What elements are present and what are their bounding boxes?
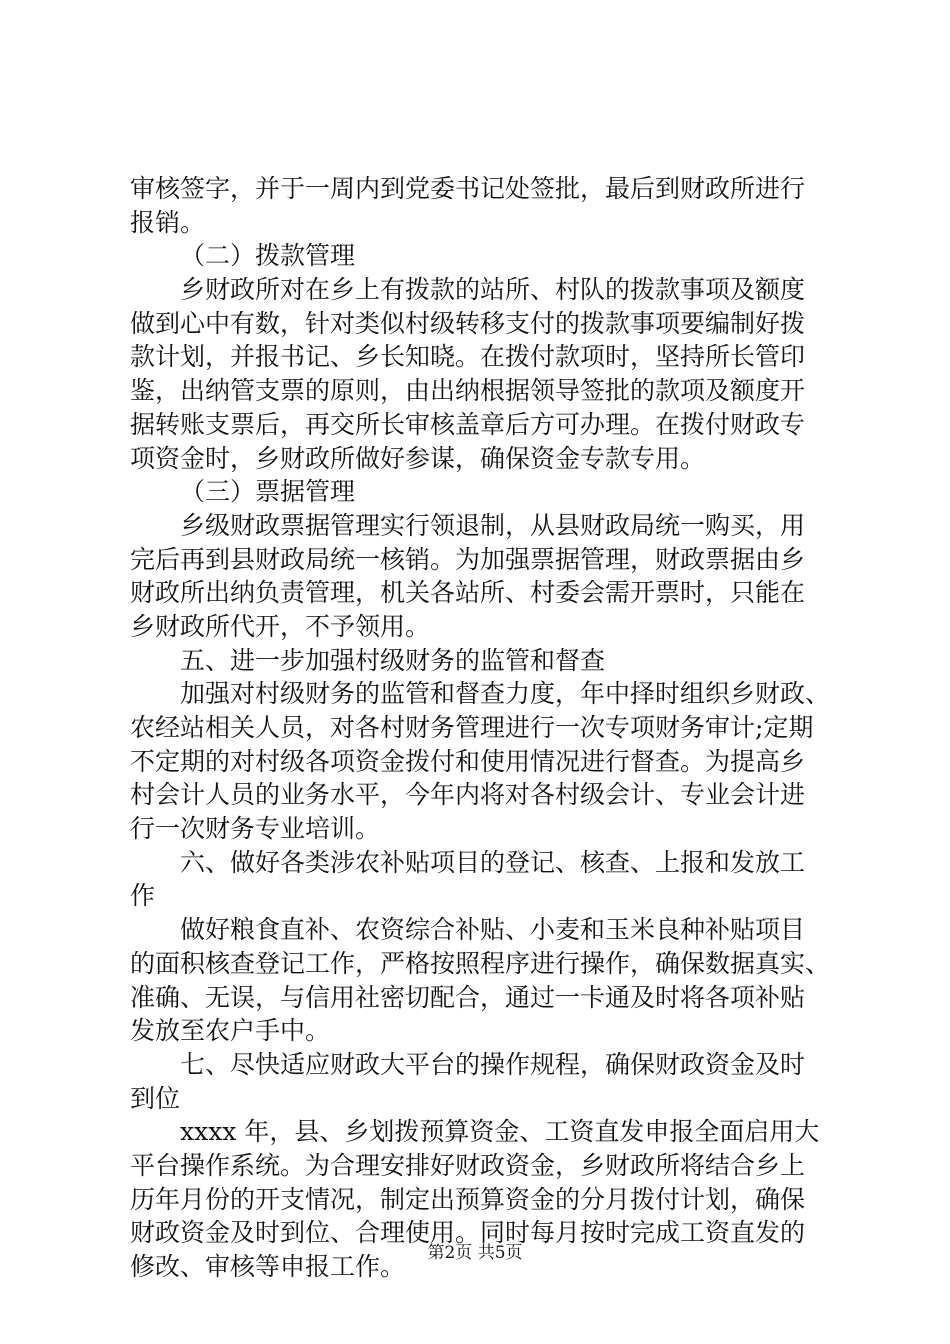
text-line: xxxx 年，县、乡划拨预算资金、工资直发申报全面启用大 <box>180 1117 820 1147</box>
text-line: 行一次财务专业培训。 <box>130 814 381 844</box>
text-line: 不定期的对村级各项资金拨付和使用情况进行督查。为提高乡 <box>130 746 806 776</box>
text-line: 财政资金及时到位、合理使用。同时每月按时完成工资直发的 <box>130 1218 806 1248</box>
text-line: 乡财政所对在乡上有拨款的站所、村队的拨款事项及额度 <box>180 275 806 305</box>
text-line: 乡财政所代开，不予领用。 <box>130 611 431 641</box>
text-line: 做到心中有数，针对类似村级转移支付的拨款事项要编制好拨 <box>130 308 806 338</box>
text-line: 据转账支票后，再交所长审核盖章后方可办理。在拨付财政专 <box>130 409 806 439</box>
section-heading: 六、做好各类涉农补贴项目的登记、核查、上报和发放工 <box>180 847 806 877</box>
text-line: 加强对村级财务的监管和督查力度，年中择时组织乡财政、 <box>180 679 831 709</box>
section-heading-cont: 作 <box>130 881 156 911</box>
text-line: 财政所出纳负责管理，机关各站所、村委会需开票时，只能在 <box>130 578 806 608</box>
text-line: 审核签字，并于一周内到党委书记处签批，最后到财政所进行 <box>130 174 806 203</box>
text-line: 的面积核查登记工作，严格按照程序进行操作，确保数据真实、 <box>130 948 831 978</box>
text-line: 修改、审核等申报工作。 <box>130 1252 406 1281</box>
section-heading: （二）拨款管理 <box>180 241 356 271</box>
text-line: 乡级财政票据管理实行领退制，从县财政局统一购买，用 <box>180 510 806 540</box>
text-line: 平台操作系统。为合理安排好财政资金，乡财政所将结合乡上 <box>130 1150 806 1180</box>
text-line: 农经站相关人员，对各村财务管理进行一次专项财务审计;定期 <box>130 713 814 742</box>
text-line: 村会计人员的业务水平，今年内将对各村级会计、专业会计进 <box>130 780 806 810</box>
section-heading: （三）票据管理 <box>180 477 356 507</box>
text-line: 报销。 <box>130 207 206 237</box>
text-line: 完后再到县财政局统一核销。为加强票据管理，财政票据由乡 <box>130 544 806 574</box>
text-line: 鉴，出纳管支票的原则，由出纳根据领导签批的款项及额度开 <box>130 376 806 406</box>
page-number-footer: 第2页 共5页 <box>427 1243 523 1263</box>
section-heading: 七、尽快适应财政大平台的操作规程，确保财政资金及时 <box>180 1049 806 1079</box>
text-line: 做好粮食直补、农资综合补贴、小麦和玉米良种补贴项目 <box>180 915 806 945</box>
document-body <box>130 172 842 1284</box>
text-line: 项资金时，乡财政所做好参谋，确保资金专款专用。 <box>130 443 706 473</box>
section-heading-cont: 到位 <box>130 1083 181 1113</box>
section-heading: 五、进一步加强村级财务的监管和督查 <box>180 645 606 675</box>
text-line: 准确、无误，与信用社密切配合，通过一卡通及时将各项补贴 <box>130 982 806 1012</box>
text-line: 发放至农户手中。 <box>130 1016 331 1046</box>
text-line: 历年月份的开支情况，制定出预算资金的分月拨付计划，确保 <box>130 1184 806 1214</box>
text-line: 款计划，并报书记、乡长知晓。在拨付款项时，坚持所长管印 <box>130 342 806 372</box>
